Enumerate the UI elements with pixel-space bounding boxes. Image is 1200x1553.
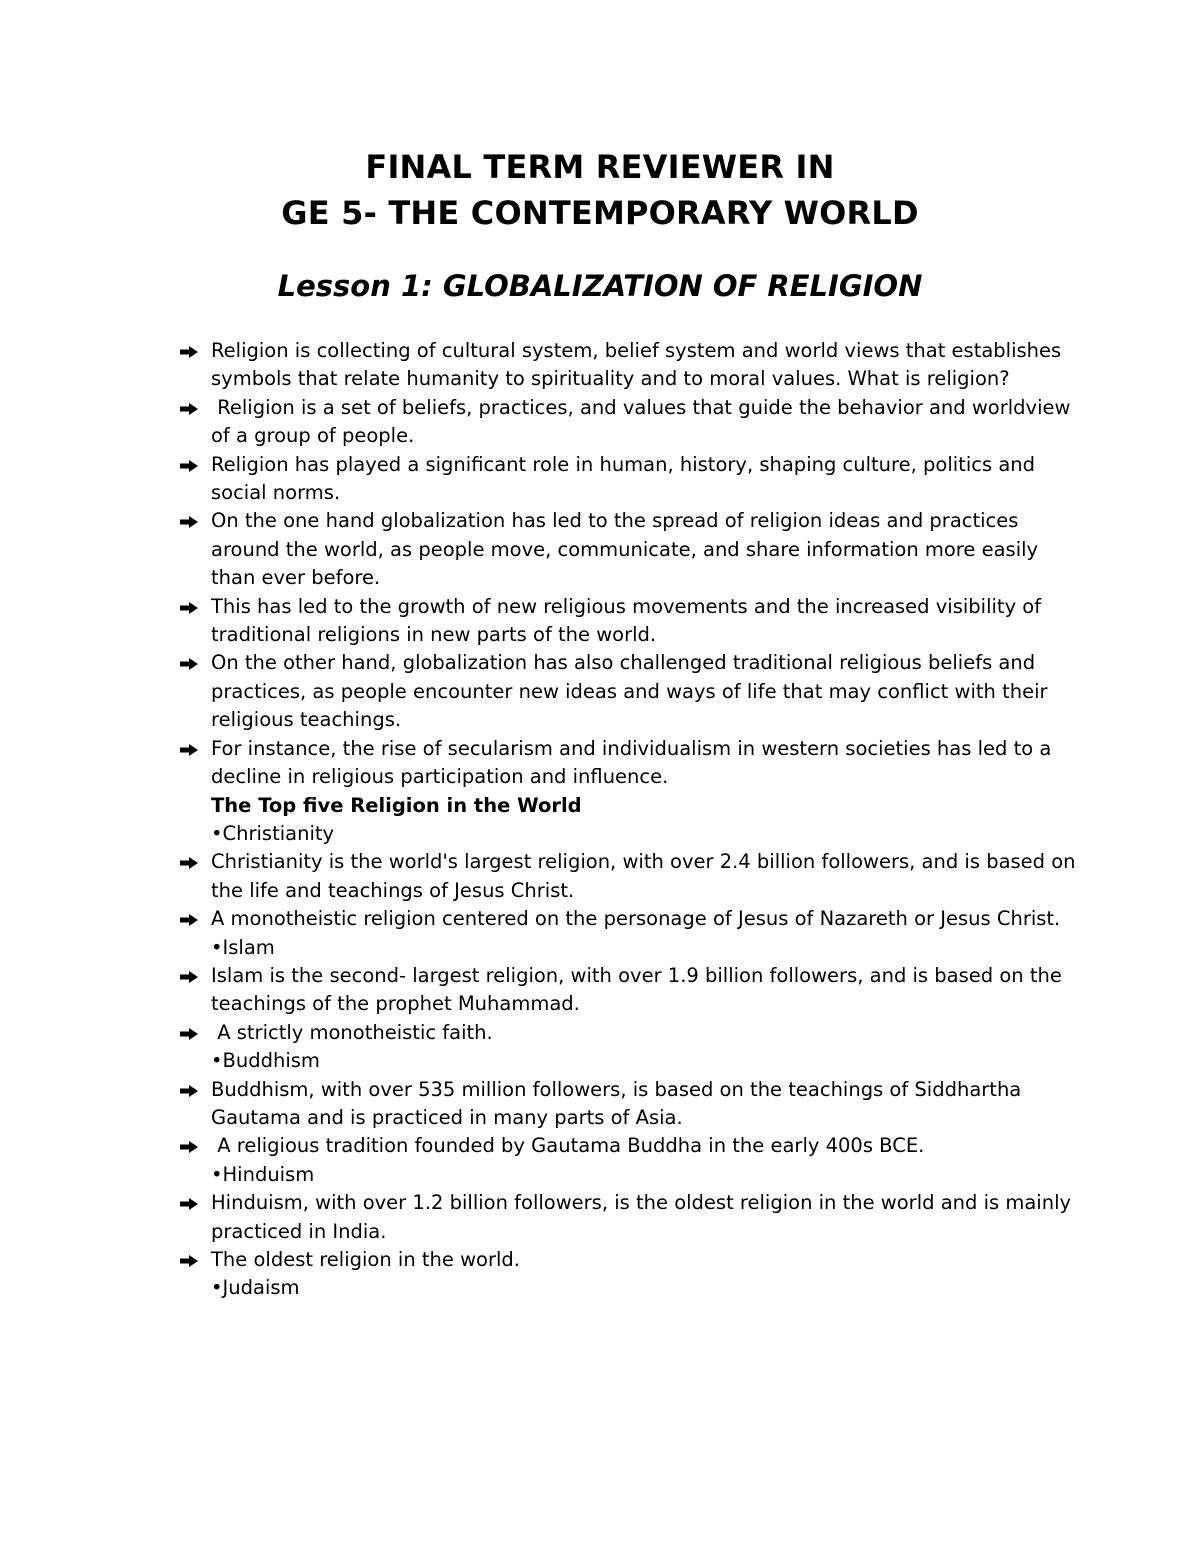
right-arrow-icon (180, 346, 198, 358)
religion-subheading-text: •Hinduism (211, 1162, 315, 1186)
religion-subheading (180, 934, 1080, 962)
right-arrow-icon (180, 658, 198, 670)
list-item (180, 593, 1080, 650)
religion-subheading (180, 1047, 1080, 1075)
list-item-text: Hinduism, with over 1.2 billion followers, is the oldest religion in the world and is mainly practiced in India. (211, 1191, 1078, 1243)
right-arrow-icon (180, 857, 198, 869)
list-item (180, 451, 1080, 508)
list-item-text: This has led to the growth of new religious movements and the increased visibility of traditional religions in new parts of the world. (211, 594, 1048, 647)
list-item-text: For instance, the rise of secularism and individualism in western societies has led to a decline in religious participation and influence. (211, 736, 1058, 789)
section-heading (180, 792, 1080, 820)
religion-subheading (180, 820, 1080, 848)
right-arrow-icon (180, 403, 198, 415)
list-item (180, 1019, 1080, 1047)
right-arrow-icon (180, 1198, 198, 1210)
religion-subheading-text: •Judaism (211, 1276, 300, 1300)
list-item-text: Religion is a set of beliefs, practices, and values that guide the behavior and worldview of a group of people. (211, 395, 1077, 448)
right-arrow-icon (180, 602, 198, 614)
list-item-text: A monotheistic religion centered on the personage of Jesus of Nazareth or Jesus Christ. (211, 907, 1061, 931)
list-item (180, 1132, 1080, 1160)
document-title-line-1: FINAL TERM REVIEWER IN (365, 148, 835, 186)
list-item (180, 735, 1080, 792)
list-item-text: Christianity is the world's largest religion, with over 2.4 billion followers, and is based on the life and teachings of Jesus Christ. (211, 850, 1082, 902)
section-heading-text: The Top five Religion in the World (211, 793, 582, 817)
right-arrow-icon (180, 971, 198, 983)
list-item (180, 1246, 1080, 1274)
right-arrow-icon (180, 1255, 198, 1267)
list-item-text: Islam is the second- largest religion, with over 1.9 billion followers, and is based on the teachings of the prophet Muhammad. (211, 963, 1069, 1016)
list-item (180, 1189, 1080, 1246)
list-item-text: The oldest religion in the world. (211, 1248, 520, 1271)
list-item-text: Religion has played a significant role in human, history, shaping culture, politics and social norms. (211, 452, 1042, 505)
document-body (180, 337, 1080, 1303)
list-item (180, 848, 1080, 905)
list-item (180, 649, 1080, 734)
document-title-line-2: GE 5- THE CONTEMPORARY WORLD (281, 194, 919, 232)
list-item (180, 394, 1080, 451)
list-item-text: On the one hand globalization has led to the spread of religion ideas and practices around the world, as people move, communicate, and share information more easily than ever before. (211, 509, 1045, 590)
list-item (180, 507, 1080, 592)
list-item-text: A religious tradition founded by Gautama Buddha in the early 400s BCE. (211, 1134, 925, 1158)
list-item (180, 1076, 1080, 1133)
right-arrow-icon (180, 744, 198, 756)
list-item-text: On the other hand, globalization has also challenged traditional religious beliefs and practices, as people encounter new ideas and ways of life that may conflict with their religious teachings. (211, 651, 1054, 732)
religion-subheading-text: •Islam (211, 935, 275, 959)
religion-subheading-text: •Christianity (211, 821, 335, 845)
right-arrow-icon (180, 1085, 198, 1097)
list-item (180, 905, 1080, 933)
religion-subheading (180, 1274, 1080, 1302)
right-arrow-icon (180, 914, 198, 926)
right-arrow-icon (180, 1141, 198, 1153)
list-item (180, 337, 1080, 394)
lesson-title: Lesson 1: GLOBALIZATION OF RELIGION (277, 269, 923, 303)
list-item-text: Buddhism, with over 535 million followers, is based on the teachings of Siddhartha Gautama and is practiced in many parts of Asia. (211, 1077, 1028, 1129)
list-item (180, 962, 1080, 1019)
list-item-text: Religion is collecting of cultural system, belief system and world views that establishes symbols that relate humanity to spirituality and to moral values. What is religion? (211, 339, 1068, 391)
right-arrow-icon (180, 460, 198, 472)
right-arrow-icon (180, 516, 198, 528)
religion-subheading (180, 1161, 1080, 1189)
list-item-text: A strictly monotheistic faith. (211, 1020, 493, 1044)
right-arrow-icon (180, 1028, 198, 1040)
religion-subheading-text: •Buddhism (211, 1049, 320, 1073)
